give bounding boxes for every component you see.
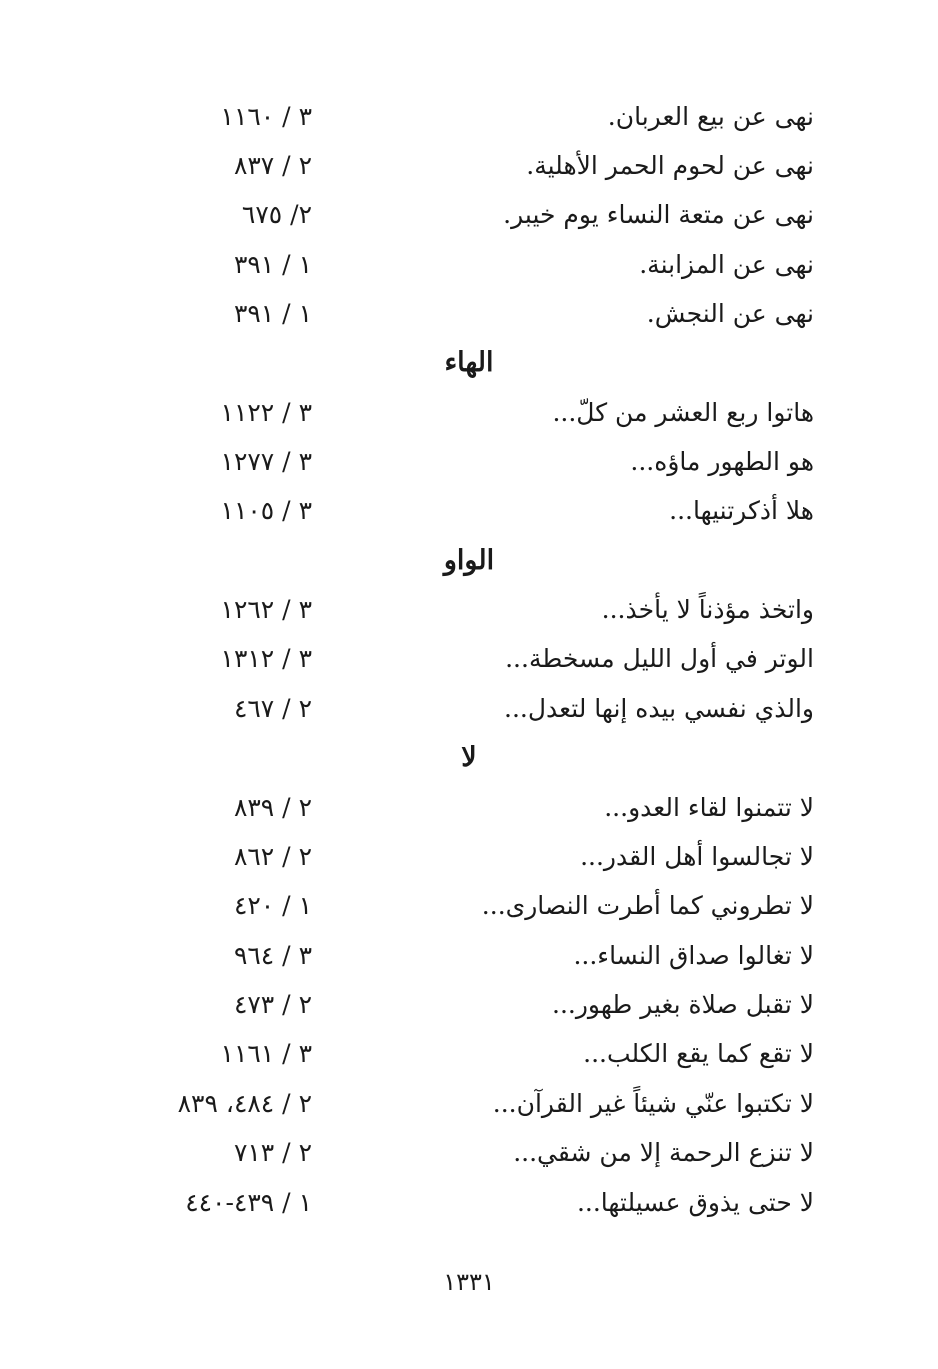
entry-reference: ٢ / ٤٨٤، ٨٣٩ [177,1089,312,1118]
entry-reference: ٢ / ٤٧٣ [233,990,312,1019]
entry-text: هلا أذكرتنيها... [669,496,814,525]
entry-text: لا تتمنوا لقاء العدو... [604,793,814,822]
index-entry [0,590,938,630]
entry-text: لا تغالوا صداق النساء... [573,941,814,970]
entry-text: واتخذ مؤذناً لا يأخذ... [601,595,814,624]
entry-text: لا تنزع الرحمة إلا من شقي... [513,1138,814,1167]
entry-text: لا تقبل صلاة بغير طهور... [552,990,814,1019]
entry-text: نهى عن النجش. [646,299,814,328]
entry-text: والذي نفسي بيده إنها لتعدل... [504,694,814,723]
index-entry [0,837,938,877]
index-entry [0,195,938,235]
entry-text: لا تقع كما يقع الكلب... [583,1039,814,1068]
entry-reference: ٣ / ١٢٦٢ [220,595,312,624]
index-entry [0,294,938,334]
section-heading-laa: لا [461,742,477,773]
index-entry [0,1133,938,1173]
index-entry [0,788,938,828]
entry-text: لا حتى يذوق عسيلتها... [576,1188,814,1217]
entry-reference: ٣ / ١٢٧٧ [220,447,312,476]
index-entry [0,491,938,531]
entry-reference: ٢ / ٨٣٧ [233,151,312,180]
entry-text: هو الطهور ماؤه... [630,447,814,476]
index-entry [0,1034,938,1074]
entry-reference: ١ / ٣٩١ [233,250,312,279]
index-entry [0,689,938,729]
page-number: ١٣٣١ [443,1268,495,1296]
index-entry [0,393,938,433]
entry-text: لا تطروني كما أطرت النصارى... [481,891,814,920]
entry-reference: ٢ / ٨٣٩ [233,793,312,822]
index-entry [0,639,938,679]
entry-text: لا تجالسوا أهل القدر... [580,842,814,871]
entry-reference: ٢ / ٤٦٧ [233,694,312,723]
entry-reference: ٢ / ٧١٣ [233,1138,312,1167]
entry-reference: ٣ / ١١٢٢ [220,398,312,427]
entry-reference: ١ / ٤٢٠ [233,891,312,920]
index-entry [0,1084,938,1124]
entry-text: نهى عن المزابنة. [639,250,814,279]
entry-text: نهى عن بيع العربان. [607,102,814,131]
index-entry [0,97,938,137]
entry-reference: ١ / ٤٣٩-٤٤٠ [185,1188,312,1217]
index-entry [0,936,938,976]
index-entry [0,245,938,285]
entry-text: هاتوا ربع العشر من كلّ... [552,398,814,427]
entry-reference: ٣ / ١١٦١ [220,1039,312,1068]
entry-reference: ٣ / ١٣١٢ [220,644,312,673]
entry-reference: ٣ / ١١٠٥ [220,496,312,525]
entry-text: لا تكتبوا عنّي شيئاً غير القرآن... [492,1089,814,1118]
index-entry [0,1183,938,1223]
entry-reference: ١ / ٣٩١ [233,299,312,328]
entry-text: الوتر في أول الليل مسخطة... [505,644,814,673]
index-entry [0,985,938,1025]
entry-reference: ٣ / ١١٦٠ [220,102,312,131]
entry-text: نهى عن متعة النساء يوم خيبر. [503,200,814,229]
entry-text: نهى عن لحوم الحمر الأهلية. [526,151,814,180]
section-heading-haa: الهاء [444,347,494,378]
index-entry [0,886,938,926]
index-entry [0,146,938,186]
entry-reference: ٢/ ٦٧٥ [241,200,312,229]
entry-reference: ٢ / ٨٦٢ [233,842,312,871]
entry-reference: ٣ / ٩٦٤ [233,941,312,970]
section-heading-waw: الواو [443,545,495,576]
index-entry [0,442,938,482]
